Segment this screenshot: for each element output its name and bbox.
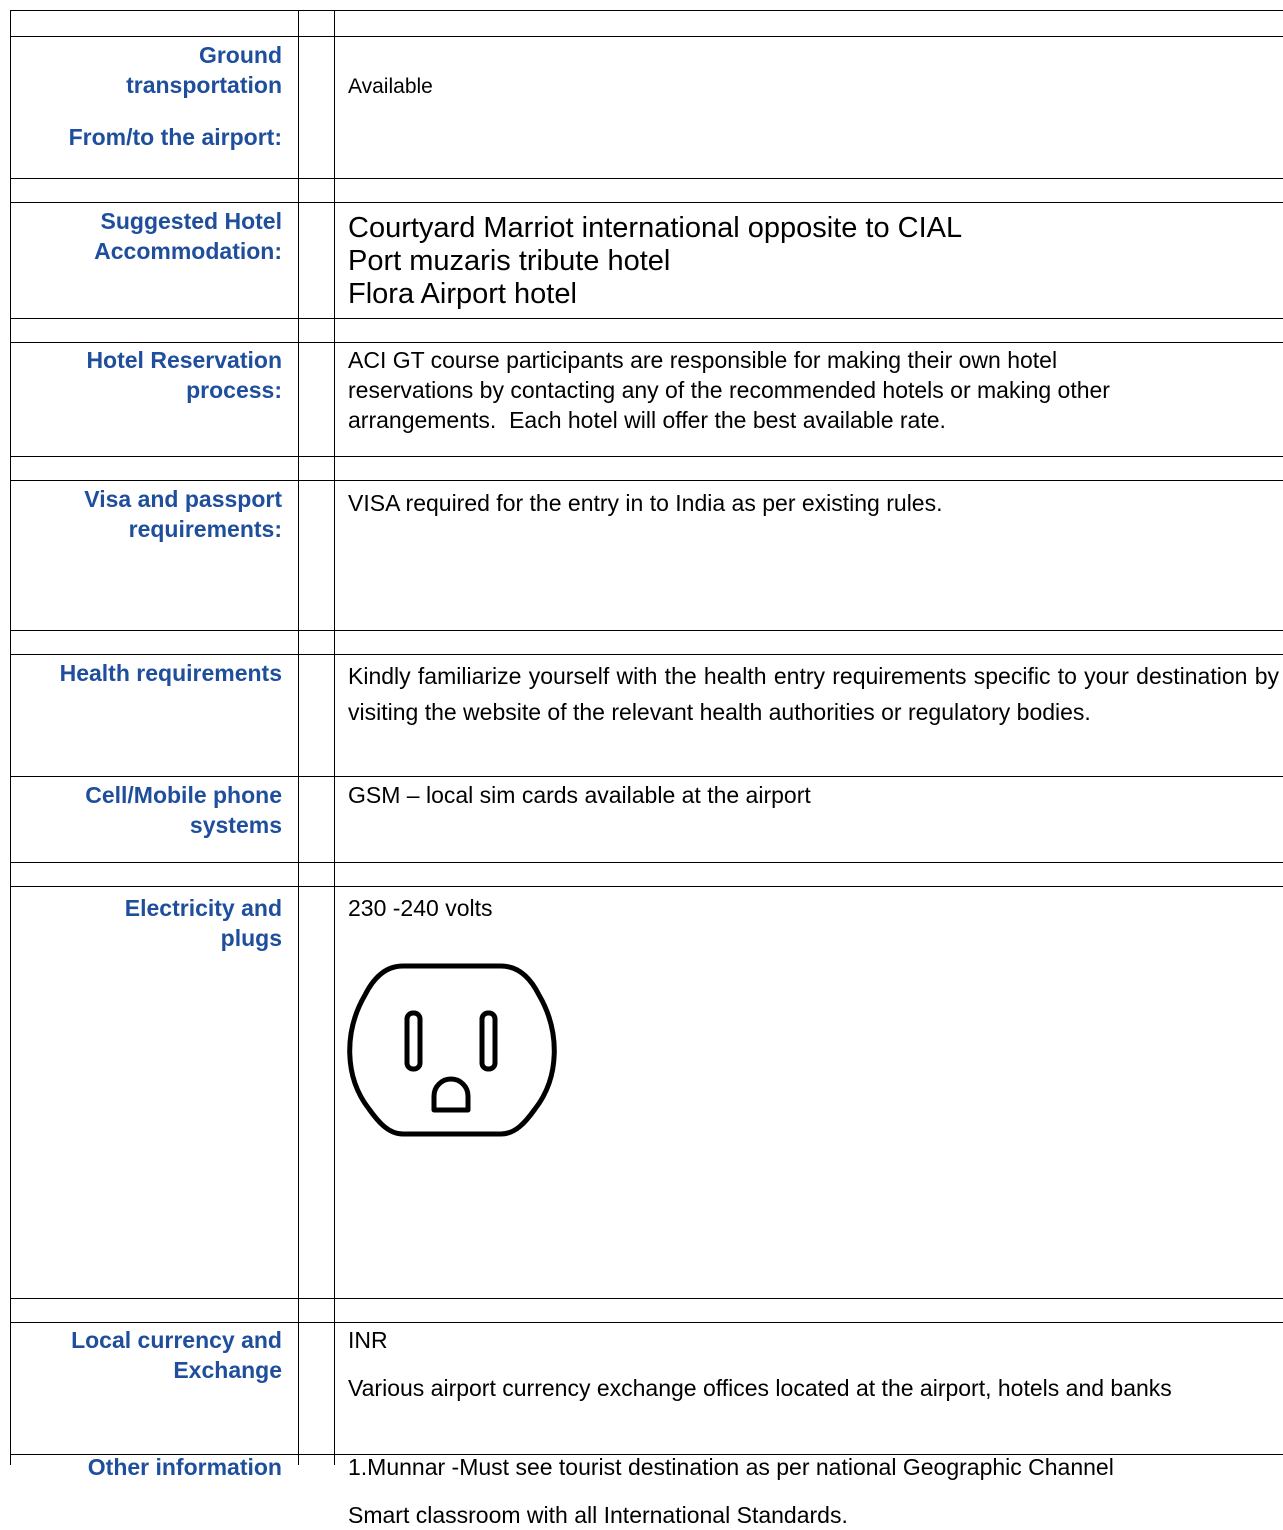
value-suggested-hotels <box>348 212 1279 311</box>
label-other-information: Other information <box>87 1454 282 1480</box>
row-divider <box>10 10 1283 11</box>
column-divider <box>10 10 11 1465</box>
row-divider <box>10 36 1283 37</box>
label-ground-transportation: Ground transportation From/to the airport: <box>68 42 282 150</box>
row-divider <box>10 202 1283 203</box>
hotel-item: Port muzaris tribute hotel <box>348 245 671 277</box>
power-outlet-icon <box>347 963 557 1137</box>
row-divider <box>10 1322 1283 1323</box>
row-divider <box>10 318 1283 319</box>
row-divider <box>10 630 1283 631</box>
label-hotel-reservation: Hotel Reservation process: <box>86 347 282 403</box>
value-hotel-reservation: ACI GT course participants are responsible for making their own hotel reservations by contacting any of the recommended hotels or making other arrangements. Each hotel will offer the best available rate. <box>348 347 1110 433</box>
label-health-requirements: Health requirements <box>59 660 282 686</box>
label-visa-passport: Visa and passport requirements: <box>84 486 282 542</box>
hotel-item: Flora Airport hotel <box>348 278 577 310</box>
value-visa-passport: VISA required for the entry in to India as per existing rules. <box>348 490 943 516</box>
label-electricity-plugs: Electricity and plugs <box>124 895 282 951</box>
value-cell-mobile: GSM – local sim cards available at the airport <box>348 782 811 808</box>
column-divider <box>298 10 299 1465</box>
row-divider <box>10 178 1283 179</box>
row-divider <box>10 862 1283 863</box>
value-health-requirements: Kindly familiarize yourself with the health entry requirements specific to your destination by visiting the website of the relevant health authorities or regulatory bodies. <box>348 663 1279 725</box>
label-local-currency: Local currency and Exchange <box>71 1327 282 1383</box>
row-divider <box>10 1298 1283 1299</box>
value-ground-transportation: Available <box>348 75 433 98</box>
row-divider <box>10 480 1283 481</box>
row-divider <box>10 886 1283 887</box>
label-suggested-hotel: Suggested Hotel Accommodation: <box>94 208 282 264</box>
row-divider <box>10 776 1283 777</box>
row-divider <box>10 456 1283 457</box>
row-divider <box>10 342 1283 343</box>
label-cell-mobile: Cell/Mobile phone systems <box>85 782 282 838</box>
column-divider <box>334 10 335 1465</box>
value-electricity: 230 -240 volts <box>348 895 493 921</box>
row-divider <box>10 654 1283 655</box>
value-local-currency: INR Various airport currency exchange offices located at the airport, hotels and banks <box>348 1327 1172 1401</box>
value-other-information: 1.Munnar -Must see tourist destination as per national Geographic Channel Smart classroom with all International Standards. <box>348 1454 1114 1528</box>
hotel-item: Courtyard Marriot international opposite to CIAL <box>348 212 963 244</box>
